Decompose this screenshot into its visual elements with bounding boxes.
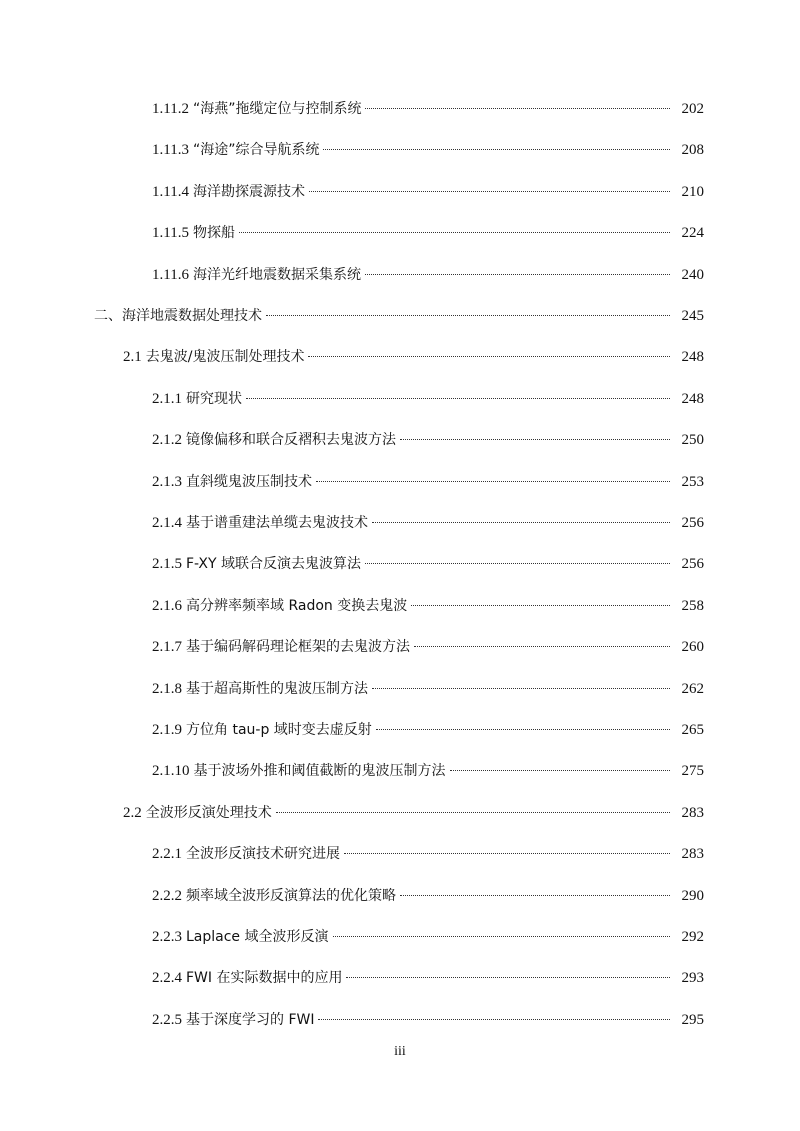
toc-entry-page: 208	[681, 142, 704, 159]
toc-entry-page: 260	[681, 639, 704, 656]
toc-entry-title: 二、海洋地震数据处理技术	[94, 308, 262, 324]
toc-entry-sub[interactable]	[0, 589, 800, 623]
toc-entry-page: 248	[681, 349, 704, 366]
dot-leader	[276, 811, 670, 813]
toc-entry-number: 1.11.3	[152, 142, 189, 159]
toc-entry-sub[interactable]	[0, 423, 800, 457]
dot-leader	[365, 273, 670, 275]
toc-entry-text	[152, 761, 674, 781]
toc-entry-sub[interactable]	[0, 837, 800, 871]
toc-entry-page: 240	[681, 266, 704, 283]
toc-entry-number: 2.2	[123, 804, 142, 821]
toc-entry-page: 210	[681, 183, 704, 200]
dot-leader	[323, 148, 670, 150]
toc-entry-text	[152, 927, 674, 947]
dot-leader	[372, 687, 670, 689]
toc-entry-title: 频率域全波形反演算法的优化策略	[186, 887, 396, 904]
toc-entry-sub[interactable]	[0, 920, 800, 954]
toc-entry-sub[interactable]	[0, 175, 800, 209]
toc-entry-title: 镜像偏移和联合反褶积去鬼波方法	[186, 432, 396, 449]
toc-entry-text	[152, 389, 674, 409]
toc-entry-title: 全波形反演技术研究进展	[186, 846, 340, 863]
toc-entry-title: 基于谱重建法单缆去鬼波技术	[186, 515, 368, 531]
toc-entry-title: 方位角 tau-p 域时变去虚反射	[186, 722, 372, 738]
dot-leader	[414, 645, 670, 647]
toc-entry-sub[interactable]	[0, 506, 800, 540]
toc-entry-title: 基于深度学习的 FWI	[186, 1011, 315, 1028]
toc-entry-sub[interactable]	[0, 258, 800, 292]
toc-entry-page: 275	[681, 763, 704, 780]
toc-entry-text	[152, 554, 674, 574]
toc-entry-sub[interactable]	[0, 465, 800, 499]
dot-leader	[372, 521, 670, 523]
dot-leader	[246, 397, 670, 399]
toc-entry-number: 2.2.1	[152, 846, 182, 863]
toc-entry-number: 2.1.8	[152, 680, 182, 697]
toc-entry-number: 2.2.4	[152, 970, 182, 987]
toc-entry-page: 253	[681, 473, 704, 490]
toc-entry-text	[152, 182, 674, 202]
toc-entry-page: 256	[681, 556, 704, 573]
toc-entry-page: 293	[681, 970, 704, 987]
toc-entry-number: 2.1.10	[152, 763, 190, 780]
toc-entry-title: 物探船	[192, 225, 235, 242]
dot-leader	[318, 1018, 670, 1020]
toc-entry-page: 258	[681, 597, 704, 614]
toc-entry-number: 2.1.5	[152, 556, 182, 573]
toc-entry-page: 290	[681, 887, 704, 904]
toc-entry-title: 直斜缆鬼波压制技术	[186, 473, 312, 490]
toc-entry-title: “海燕”拖缆定位与控制系统	[192, 101, 362, 117]
toc-entry-text	[152, 1010, 674, 1030]
toc-entry-number: 1.11.6	[152, 266, 189, 283]
toc-entry-title: 去鬼波/鬼波压制处理技术	[145, 349, 305, 366]
toc-entry-text	[152, 430, 674, 450]
toc-entry-sub[interactable]	[0, 672, 800, 706]
toc-entry-text	[152, 140, 674, 160]
dot-leader	[450, 769, 671, 771]
toc-entry-text	[152, 223, 674, 243]
toc-entry-text	[123, 347, 674, 367]
toc-entry-page: 256	[681, 515, 704, 531]
dot-leader	[344, 852, 670, 854]
dot-leader	[346, 976, 670, 978]
dot-leader	[400, 894, 670, 896]
toc-entry-number: 2.1.2	[152, 432, 182, 449]
toc-entry-title: Laplace 域全波形反演	[186, 929, 329, 945]
toc-entry-sub[interactable]	[0, 547, 800, 581]
toc-entry-title: FWI 在实际数据中的应用	[186, 970, 343, 987]
dot-leader	[308, 355, 670, 357]
toc-entry-title: 全波形反演处理技术	[145, 804, 272, 821]
toc-entry-page: 283	[681, 804, 704, 821]
toc-entry-title: “海途”综合导航系统	[192, 142, 320, 159]
dot-leader	[365, 562, 670, 564]
toc-entry-title: 高分辨率频率域 Radon 变换去鬼波	[186, 597, 408, 614]
toc-entry-sub[interactable]	[0, 630, 800, 664]
toc-entry-text	[152, 886, 674, 906]
toc-entry-sub[interactable]	[0, 382, 800, 416]
toc-entry-text	[152, 472, 674, 492]
toc-entry-page: 295	[681, 1011, 704, 1028]
dot-leader	[309, 190, 670, 192]
toc-entry-page: 224	[681, 225, 704, 242]
toc-entry-sub[interactable]	[0, 1003, 800, 1037]
toc-entry-text	[123, 803, 674, 823]
dot-leader	[316, 480, 670, 482]
toc-entry-sub[interactable]	[0, 92, 800, 126]
dot-leader	[239, 231, 670, 233]
toc-entry-number: 2.1.9	[152, 722, 182, 738]
toc-entry-number: 2.1.4	[152, 515, 182, 531]
toc-entry-number: 2.2.2	[152, 887, 182, 904]
toc-entry-page: 283	[681, 846, 704, 863]
toc-entry-sub[interactable]	[0, 713, 800, 747]
dot-leader	[411, 604, 670, 606]
toc-entry-title: 海洋勘探震源技术	[192, 183, 305, 200]
toc-entry-text	[152, 844, 674, 864]
toc-entry-page: 245	[681, 308, 704, 324]
toc-entry-sub[interactable]	[0, 133, 800, 167]
toc-entry-number: 2.1.7	[152, 639, 182, 656]
toc-entry-text	[152, 720, 674, 740]
toc-entry-text	[152, 265, 674, 285]
toc-entry-page: 265	[681, 722, 704, 738]
toc-entry-sub[interactable]	[0, 961, 800, 995]
toc-entry-section[interactable]	[0, 796, 800, 830]
dot-leader	[365, 107, 670, 109]
toc-entry-page: 202	[681, 101, 704, 117]
toc-entry-section[interactable]	[0, 340, 800, 374]
toc-entry-title: 基于编码解码理论框架的去鬼波方法	[186, 639, 410, 656]
toc-entry-page: 248	[681, 390, 704, 407]
dot-leader	[333, 935, 671, 937]
toc-entry-text	[94, 306, 674, 326]
toc-entry-number: 1.11.5	[152, 225, 189, 242]
toc-entry-number: 2.1	[123, 349, 142, 366]
toc-entry-title: 研究现状	[186, 390, 242, 407]
toc-entry-sub[interactable]	[0, 879, 800, 913]
toc-entry-title: 基于波场外推和阈值截断的鬼波压制方法	[193, 763, 446, 780]
toc-entry-number: 2.2.5	[152, 1011, 182, 1028]
page-number: iii	[394, 1044, 406, 1059]
toc-entry-number: 2.1.1	[152, 390, 182, 407]
toc-entry-title: 基于超高斯性的鬼波压制方法	[186, 680, 368, 697]
toc-entry-text	[152, 99, 674, 119]
dot-leader	[266, 314, 670, 316]
toc-entry-number: 1.11.4	[152, 183, 189, 200]
toc-entry-chapter[interactable]	[0, 299, 800, 333]
toc-entry-sub[interactable]	[0, 216, 800, 250]
toc-entry-text	[152, 596, 674, 616]
toc-entry-title: F-XY 域联合反演去鬼波算法	[186, 556, 361, 573]
toc-entry-page: 292	[681, 929, 704, 945]
toc-entry-title: 海洋光纤地震数据采集系统	[192, 266, 361, 283]
toc-entry-sub[interactable]	[0, 754, 800, 788]
toc-entry-number: 2.2.3	[152, 929, 182, 945]
dot-leader	[400, 438, 670, 440]
toc-entry-page: 250	[681, 432, 704, 449]
dot-leader	[376, 728, 670, 730]
toc-entry-text	[152, 968, 674, 988]
toc-entry-text	[152, 637, 674, 657]
toc-entry-number: 1.11.2	[152, 101, 189, 117]
toc-entry-page: 262	[681, 680, 704, 697]
toc-entry-text	[152, 513, 674, 533]
toc-entry-number: 2.1.6	[152, 597, 182, 614]
toc-entry-number: 2.1.3	[152, 473, 182, 490]
toc-entry-text	[152, 679, 674, 699]
